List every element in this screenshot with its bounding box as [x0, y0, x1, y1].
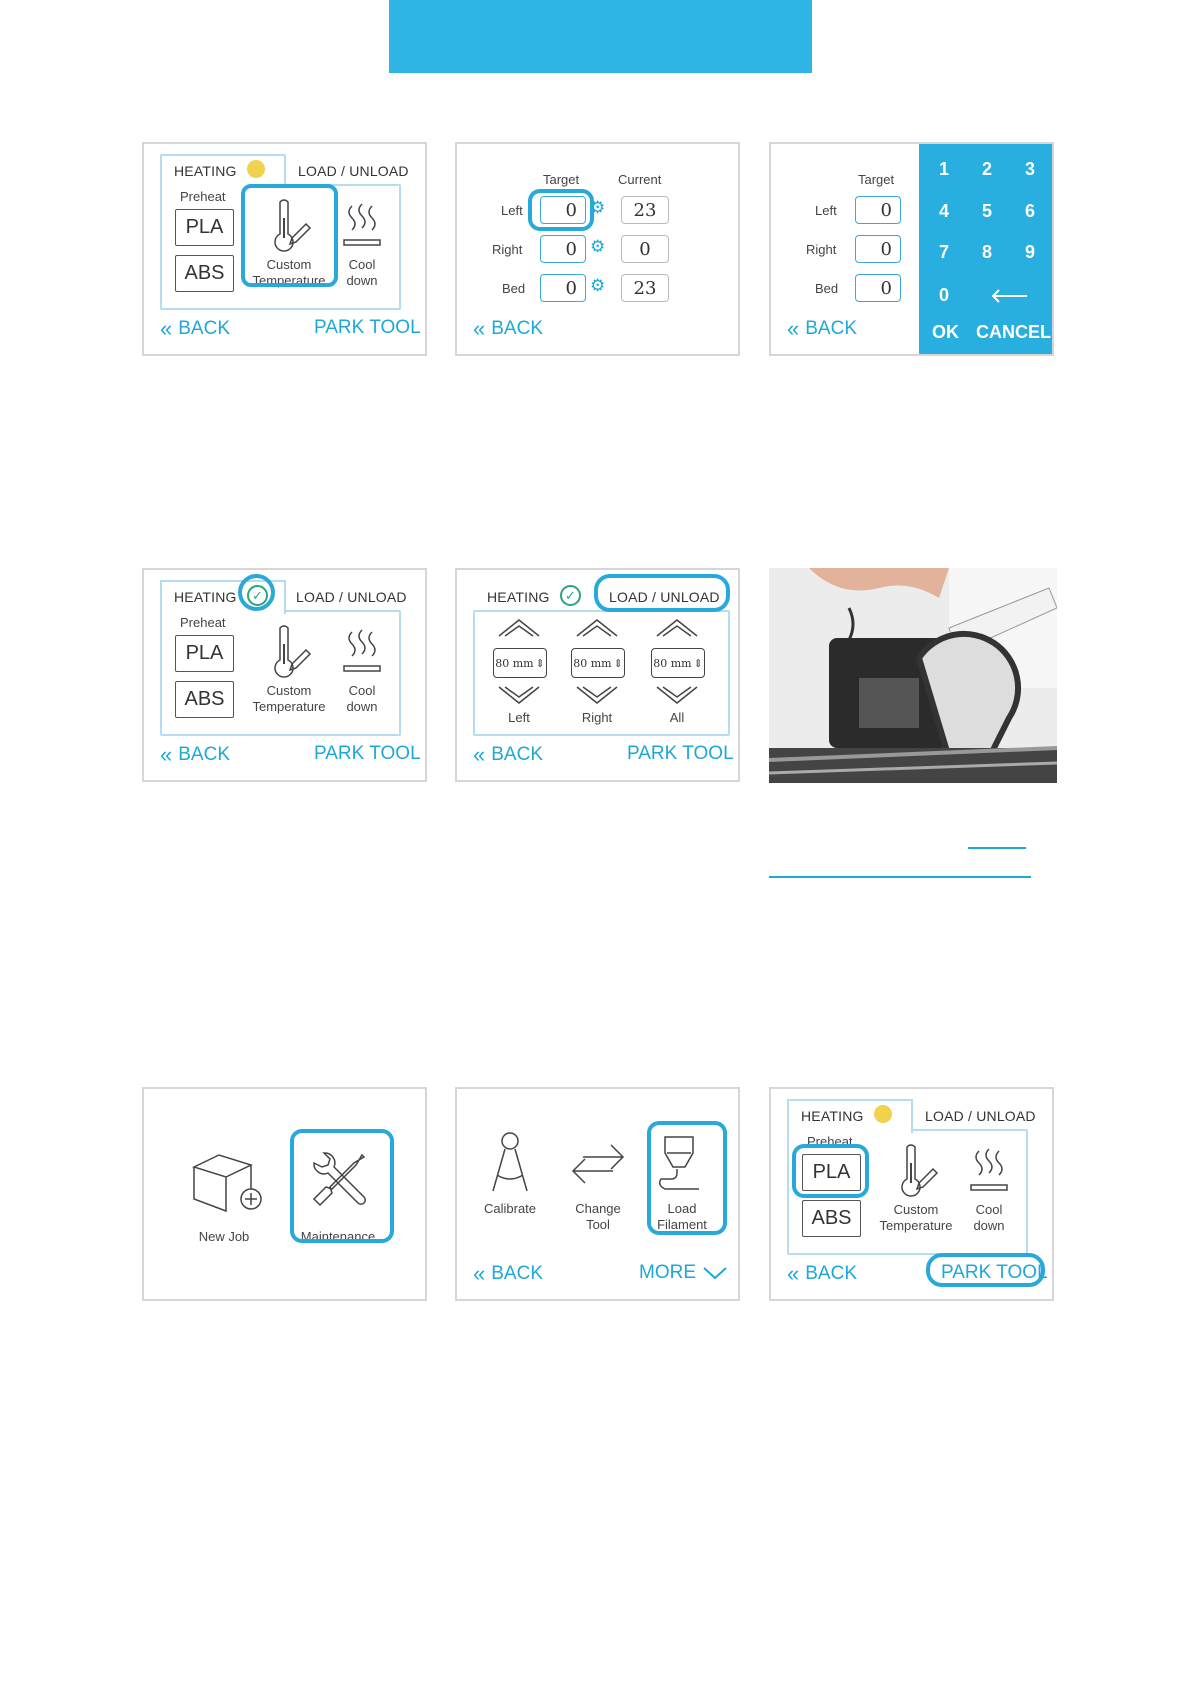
- numeric-keypad: [919, 144, 1054, 356]
- custom-temp-label-1: Custom: [266, 257, 312, 272]
- custom-temp-label-2: Temperature: [252, 699, 326, 714]
- chevron-left-icon: «: [160, 742, 173, 767]
- length-value: 80 mm: [495, 656, 534, 670]
- tab-heating-label: HEATING: [801, 1108, 864, 1124]
- calibrate-label: Calibrate: [483, 1201, 537, 1216]
- all-extruders-label: All: [669, 710, 685, 725]
- updown-icon: ⇕: [693, 656, 703, 670]
- tab-heating-label: HEATING: [174, 589, 237, 605]
- filament-loading-photo: [769, 568, 1057, 783]
- cool-down-icon: [969, 1147, 1009, 1195]
- new-job-cube-icon: [189, 1149, 264, 1215]
- new-job-label: New Job: [198, 1229, 250, 1244]
- back-button[interactable]: [473, 742, 543, 768]
- cool-down-label-1: Cool: [348, 257, 376, 272]
- maintenance-highlight[interactable]: [290, 1129, 394, 1243]
- chevron-left-icon: «: [473, 1261, 486, 1286]
- heating-panel-pla: [769, 1087, 1054, 1301]
- tab-load-unload-label[interactable]: LOAD / UNLOAD: [296, 589, 407, 605]
- abs-button[interactable]: ABS: [802, 1200, 861, 1237]
- heating-panel-custom: [142, 142, 427, 356]
- cool-down-label-2: down: [973, 1218, 1005, 1233]
- back-label: BACK: [805, 1263, 857, 1284]
- cool-down-icon: [342, 202, 382, 250]
- tab-heating-label[interactable]: HEATING: [487, 589, 550, 605]
- check-circle-icon: ✓: [560, 585, 581, 606]
- target-header: Target: [858, 172, 895, 187]
- key-5[interactable]: 5: [982, 201, 993, 221]
- chevron-left-icon: «: [473, 742, 486, 767]
- key-9[interactable]: 9: [1025, 242, 1036, 262]
- preheat-label: Preheat: [807, 1134, 853, 1149]
- length-select-left[interactable]: [493, 648, 547, 678]
- park-tool-highlight[interactable]: [926, 1253, 1045, 1287]
- park-tool-button[interactable]: PARK TOOL: [314, 317, 421, 338]
- key-6[interactable]: 6: [1025, 201, 1036, 221]
- check-highlight: [238, 574, 275, 611]
- load-filament-label-2: Filament: [657, 1217, 707, 1232]
- link-underline[interactable]: [769, 876, 1031, 878]
- park-tool-button[interactable]: PARK TOOL: [627, 743, 734, 764]
- updown-icon: ⇕: [613, 656, 623, 670]
- cool-down-icon: [342, 628, 382, 676]
- cool-down-label-2: down: [346, 273, 378, 288]
- abs-button[interactable]: ABS: [175, 681, 234, 718]
- chevron-left-icon: «: [473, 316, 486, 341]
- back-label: BACK: [491, 1263, 543, 1284]
- chevron-down-icon[interactable]: [575, 685, 619, 705]
- bed-label: Bed: [815, 281, 839, 296]
- key-4[interactable]: 4: [939, 201, 950, 221]
- bed-target-input[interactable]: 0: [855, 274, 901, 302]
- load-filament-label-1: Load: [667, 1201, 697, 1216]
- key-0[interactable]: 0: [939, 285, 950, 305]
- custom-temp-label-1: Custom: [266, 683, 312, 698]
- length-value: 80 mm: [653, 656, 692, 670]
- heating-panel-done: [142, 568, 427, 782]
- load-unload-panel: [455, 568, 740, 782]
- right-label: Right: [492, 242, 523, 257]
- key-7[interactable]: 7: [939, 242, 950, 262]
- custom-temp-label-2: Temperature: [879, 1218, 953, 1233]
- tab-load-unload-label[interactable]: LOAD / UNLOAD: [925, 1108, 1036, 1124]
- right-label: Right: [806, 242, 837, 257]
- maintenance-label: Maintenance: [300, 1229, 376, 1244]
- key-8[interactable]: 8: [982, 242, 993, 262]
- load-unload-highlight[interactable]: [594, 574, 730, 612]
- bed-target-input[interactable]: 0: [540, 274, 586, 302]
- pla-button[interactable]: PLA: [175, 209, 234, 246]
- park-tool-button[interactable]: PARK TOOL: [314, 743, 421, 764]
- chevron-up-icon[interactable]: [497, 618, 541, 638]
- heating-icon: [874, 1105, 892, 1123]
- pla-highlight[interactable]: [792, 1144, 869, 1198]
- target-header: Target: [543, 172, 580, 187]
- chevron-left-icon: «: [787, 316, 800, 341]
- left-target-input[interactable]: 0: [855, 196, 901, 224]
- change-tool-label-1: Change: [575, 1201, 621, 1216]
- back-button[interactable]: [473, 316, 543, 342]
- home-panel: [142, 1087, 427, 1301]
- maintenance-panel: [455, 1087, 740, 1301]
- chevron-down-icon[interactable]: [655, 685, 699, 705]
- pla-button[interactable]: PLA: [175, 635, 234, 672]
- custom-temp-label-2: Temperature: [252, 273, 326, 288]
- left-extruder-label: Left: [508, 710, 530, 725]
- check-circle-icon: ✓: [247, 585, 268, 606]
- back-button[interactable]: [160, 316, 230, 342]
- length-select-all[interactable]: [651, 648, 705, 678]
- tab-heating-label: HEATING: [174, 163, 237, 179]
- updown-icon: ⇕: [535, 656, 545, 670]
- more-button[interactable]: [639, 1262, 728, 1284]
- right-target-input[interactable]: 0: [540, 235, 586, 263]
- preheat-label: Preheat: [180, 189, 226, 204]
- chevron-down-icon: [702, 1266, 728, 1280]
- cool-down-label-1: Cool: [975, 1202, 1003, 1217]
- thermometer-icon: [899, 1143, 939, 1203]
- left-label: Left: [501, 203, 523, 218]
- gear-icon[interactable]: ⚙: [590, 198, 606, 217]
- keypad-panel: [769, 142, 1054, 356]
- gear-icon[interactable]: ⚙: [590, 276, 606, 295]
- chevron-up-icon[interactable]: [575, 618, 619, 638]
- chevron-left-icon: «: [787, 1261, 800, 1286]
- calibrate-compass-icon[interactable]: [487, 1129, 533, 1195]
- load-filament-highlight[interactable]: [647, 1121, 727, 1235]
- heating-icon: [247, 160, 265, 178]
- back-label: BACK: [178, 318, 230, 339]
- back-label: BACK: [178, 744, 230, 765]
- length-value: 80 mm: [573, 656, 612, 670]
- right-extruder-label: Right: [581, 710, 613, 725]
- thermometer-icon: [272, 624, 312, 684]
- right-current-value: 0: [621, 235, 669, 263]
- bed-label: Bed: [502, 281, 526, 296]
- back-button[interactable]: [787, 1261, 857, 1287]
- cool-down-label-1: Cool: [348, 683, 376, 698]
- abs-button[interactable]: ABS: [175, 255, 234, 292]
- change-tool-label-2: Tool: [586, 1217, 610, 1232]
- back-button[interactable]: [160, 742, 230, 768]
- change-tool-arrows-icon[interactable]: [569, 1135, 627, 1191]
- chevron-left-icon: «: [160, 316, 173, 341]
- chevron-down-icon[interactable]: [497, 685, 541, 705]
- left-label: Left: [815, 203, 837, 218]
- more-label: MORE: [639, 1262, 696, 1283]
- header-banner: [389, 0, 812, 73]
- bed-current-value: 23: [621, 274, 669, 302]
- preheat-label: Preheat: [180, 615, 226, 630]
- tab-load-unload-label[interactable]: LOAD / UNLOAD: [609, 589, 720, 605]
- gear-icon[interactable]: ⚙: [590, 237, 606, 256]
- right-target-input[interactable]: 0: [855, 235, 901, 263]
- backspace-arrow-icon[interactable]: [989, 288, 1029, 304]
- custom-temp-label-1: Custom: [893, 1202, 939, 1217]
- key-1[interactable]: 1: [939, 159, 950, 179]
- park-tool-button[interactable]: PARK TOOL: [941, 1262, 1048, 1283]
- back-label: BACK: [491, 318, 543, 339]
- back-label: BACK: [491, 744, 543, 765]
- back-label: BACK: [805, 318, 857, 339]
- length-select-right[interactable]: [571, 648, 625, 678]
- printer-photo: [769, 568, 1057, 783]
- tab-load-unload-label[interactable]: LOAD / UNLOAD: [298, 163, 409, 179]
- temperature-panel: [455, 142, 740, 356]
- left-target-input[interactable]: 0: [540, 196, 586, 224]
- back-button[interactable]: [787, 316, 857, 342]
- chevron-up-icon[interactable]: [655, 618, 699, 638]
- link-underline[interactable]: [968, 847, 1026, 849]
- ok-button[interactable]: OK: [932, 322, 959, 342]
- left-target-highlight[interactable]: [528, 189, 594, 231]
- pla-button[interactable]: PLA: [802, 1154, 861, 1191]
- current-header: Current: [618, 172, 662, 187]
- key-2[interactable]: 2: [982, 159, 993, 179]
- back-button[interactable]: [473, 1261, 543, 1287]
- left-current-value: 23: [621, 196, 669, 224]
- key-3[interactable]: 3: [1025, 159, 1036, 179]
- cancel-button[interactable]: CANCEL: [976, 322, 1051, 342]
- custom-temperature-highlight[interactable]: [241, 184, 338, 287]
- cool-down-label-2: down: [346, 699, 378, 714]
